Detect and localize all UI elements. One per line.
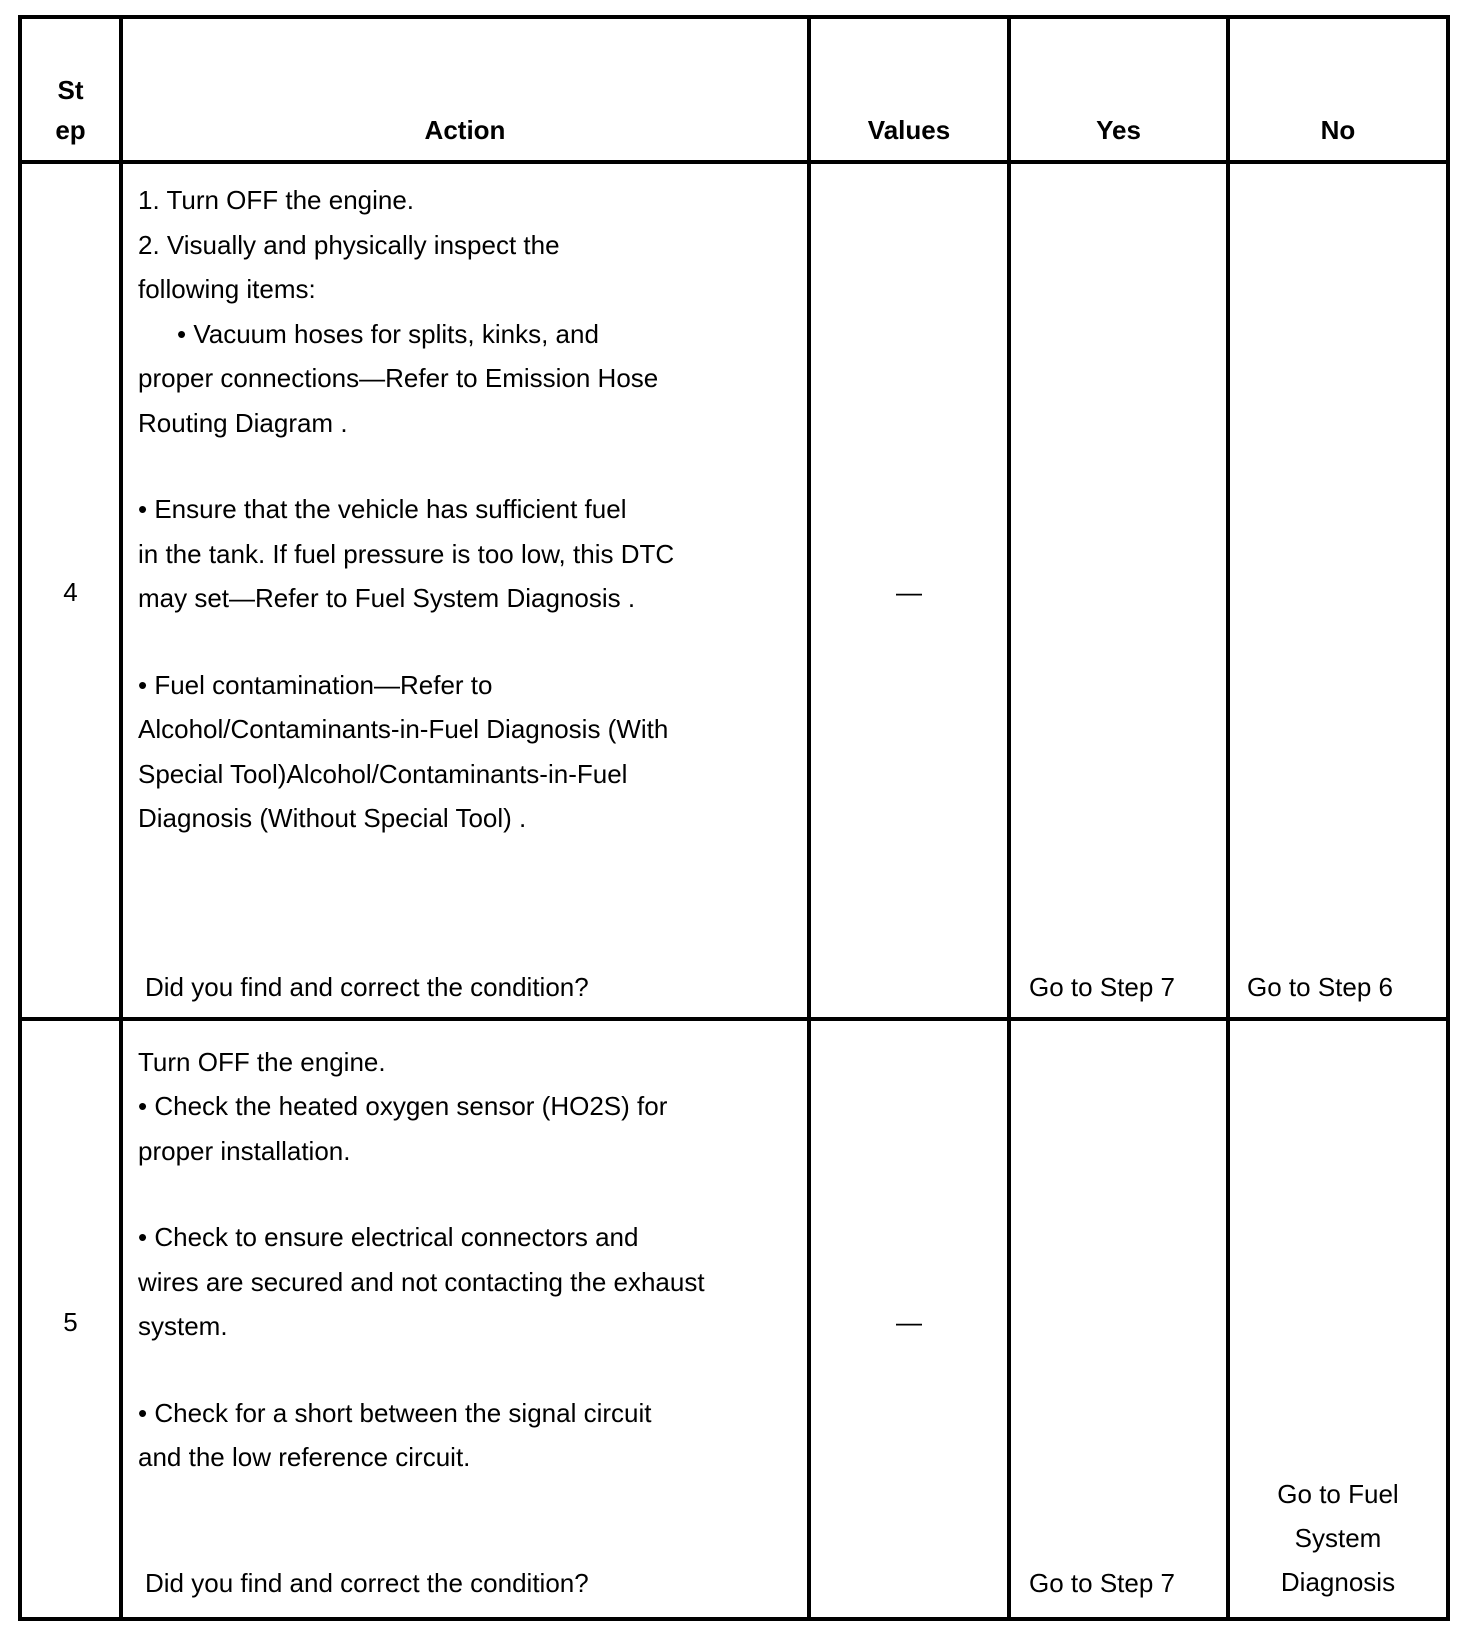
yes-cell: Go to Step 7 xyxy=(1029,1568,1175,1598)
values-cell: — xyxy=(896,577,922,607)
action-line: 1. Turn OFF the engine. xyxy=(138,185,415,215)
action-line: Special Tool)Alcohol/Contaminants-in-Fuel xyxy=(138,759,628,789)
action-line: and the low reference circuit. xyxy=(138,1442,471,1472)
action-line: Routing Diagram . xyxy=(138,408,348,438)
header-step-line2: ep xyxy=(55,115,86,145)
action-question: Did you find and correct the condition? xyxy=(145,972,589,1002)
header-step-line1: St xyxy=(57,75,84,105)
header-action: Action xyxy=(424,115,506,145)
action-line: 2. Visually and physically inspect the xyxy=(138,230,560,260)
action-line: • Fuel contamination—Refer to xyxy=(138,670,493,700)
action-line: proper installation. xyxy=(138,1136,351,1166)
no-cell xyxy=(1228,1472,1448,1604)
step-number: 4 xyxy=(63,577,78,607)
values-cell: — xyxy=(896,1307,922,1337)
action-line: • Vacuum hoses for splits, kinks, and xyxy=(177,319,599,349)
action-line: wires are secured and not contacting the exhaust xyxy=(138,1267,705,1297)
action-line: • Check to ensure electrical connectors and xyxy=(138,1222,639,1252)
action-line: • Check for a short between the signal circuit xyxy=(138,1398,652,1428)
action-line: system. xyxy=(138,1311,228,1341)
step-number: 5 xyxy=(63,1307,78,1337)
action-line: following items: xyxy=(138,274,316,304)
action-line: • Check the heated oxygen sensor (HO2S) for xyxy=(138,1091,668,1121)
action-question: Did you find and correct the condition? xyxy=(145,1568,589,1598)
action-line: may set—Refer to Fuel System Diagnosis . xyxy=(138,583,636,613)
header-yes: Yes xyxy=(1096,115,1141,145)
action-line: in the tank. If fuel pressure is too low, this DTC xyxy=(138,539,675,569)
header-no: No xyxy=(1320,115,1356,145)
header-step xyxy=(20,70,121,150)
no-cell-line: Diagnosis xyxy=(1280,1567,1396,1597)
header-values: Values xyxy=(867,115,951,145)
no-cell-line: System xyxy=(1294,1523,1382,1553)
action-line: proper connections—Refer to Emission Hose xyxy=(138,363,659,393)
action-line: Alcohol/Contaminants-in-Fuel Diagnosis (With xyxy=(138,714,669,744)
yes-cell: Go to Step 7 xyxy=(1029,972,1175,1002)
no-cell: Go to Step 6 xyxy=(1247,972,1393,1002)
action-line: • Ensure that the vehicle has sufficient fuel xyxy=(138,494,627,524)
action-line: Turn OFF the engine. xyxy=(138,1047,386,1077)
no-cell-line: Go to Fuel xyxy=(1277,1479,1399,1509)
action-line: Diagnosis (Without Special Tool) . xyxy=(138,803,527,833)
